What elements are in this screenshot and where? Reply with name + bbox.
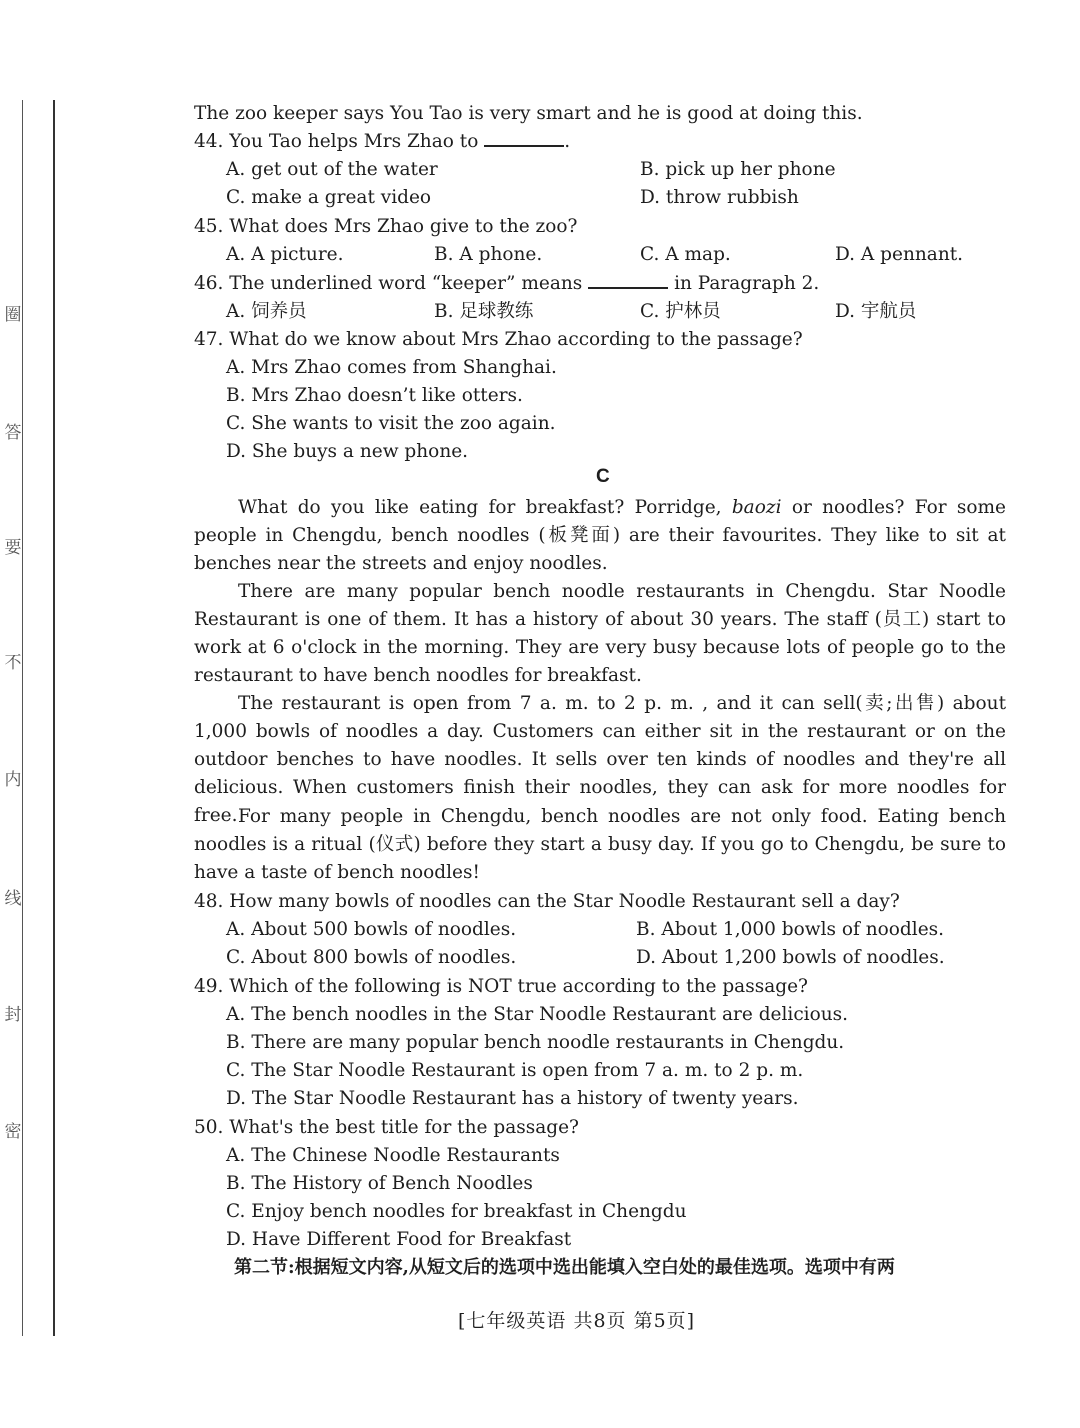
italic-word: baozi (731, 497, 782, 518)
option-b: B. About 1,000 bowls of noodles. (636, 919, 945, 940)
question-44 (194, 128, 570, 156)
paragraph-text: For many people in Chengdu, bench noodles are not only food. Eating bench noodles is a ritual (仪式) before they start a busy day. If you go to Chengdu, be sure to have a taste of bench noodles! (194, 806, 1006, 883)
option-d: D. The Star Noodle Restaurant has a history of twenty years. (226, 1088, 799, 1109)
binding-margin-char: 密 (4, 1122, 22, 1142)
option-b: B. Mrs Zhao doesn’t like otters. (226, 385, 523, 406)
section-instruction: 第二节:根据短文内容,从短文后的选项中选出能填入空白处的最佳选项。选项中有两 (234, 1257, 895, 1278)
passage-paragraph-4 (194, 803, 1006, 887)
question-stem-end: . (564, 131, 571, 152)
option-a: A. The bench noodles in the Star Noodle Restaurant are delicious. (226, 1004, 849, 1025)
option-b: B. A phone. (434, 244, 543, 265)
option-a: A. The Chinese Noodle Restaurants (226, 1145, 560, 1166)
option-c: C. make a great video (226, 187, 432, 208)
question-45: 45. What does Mrs Zhao give to the zoo? (194, 216, 578, 237)
question-46 (194, 270, 819, 298)
binding-margin-char: 答 (4, 423, 22, 443)
option-d: D. A pennant. (835, 244, 964, 265)
option-c: C. A map. (640, 244, 731, 265)
question-47: 47. What do we know about Mrs Zhao according to the passage? (194, 329, 803, 350)
question-stem-end: in Paragraph 2. (674, 273, 820, 294)
paragraph-text: What do you like eating for breakfast? Porridge, (238, 497, 732, 518)
binding-margin-char: 不 (4, 653, 22, 673)
paragraph-text: The restaurant is open from 7 a. m. to 2 p. m. , and it can sell(卖;出售) about 1,000 bowls of noodles a day. Customers can either sit in the restaurant or on the outdoor benches to have noodles. It sells over ten kinds of noodles and they're all delicious. When customers finish their noodles, they can ask for more noodles for free. (194, 693, 1006, 826)
question-50: 50. What's the best title for the passage? (194, 1117, 579, 1138)
binding-margin-char: 要 (4, 538, 22, 558)
option-d: D. throw rubbish (640, 187, 799, 208)
option-b: B. The History of Bench Noodles (226, 1173, 533, 1194)
option-a: A. get out of the water (226, 159, 438, 180)
binding-margin-char: 线 (4, 889, 22, 909)
paragraph-text: or noodles? For some people in Chengdu, bench noodles (板凳面) are their favourites. They like to sit at benches near the streets and enjoy noodles. (194, 497, 1006, 574)
option-d: D. Have Different Food for Breakfast (226, 1229, 572, 1250)
option-d: D. 宇航员 (835, 301, 917, 322)
binding-line (53, 100, 55, 1336)
option-d: D. About 1,200 bowls of noodles. (636, 947, 945, 968)
page-footer: [七年级英语 共8页 第5页] (458, 1310, 696, 1332)
question-stem: 44. You Tao helps Mrs Zhao to (194, 131, 479, 152)
option-a: A. 饲养员 (226, 301, 307, 322)
paragraph-text: There are many popular bench noodle restaurants in Chengdu. Star Noodle Restaurant is one of them. It has a history of about 30 years. The staff (员工) start to work at 6 o'clock in the morning. They are very busy because lots of people go to the restaurant to have bench noodles for breakfast. (194, 581, 1006, 686)
answer-blank (588, 270, 668, 289)
option-c: C. Enjoy bench noodles for breakfast in Chengdu (226, 1201, 687, 1222)
passage-paragraph-1 (194, 494, 1006, 578)
option-b: B. There are many popular bench noodle restaurants in Chengdu. (226, 1032, 845, 1053)
binding-margin-char: 圈 (4, 305, 22, 325)
option-c: C. 护林员 (640, 301, 721, 322)
binding-margin-char: 内 (4, 770, 22, 790)
answer-blank (484, 128, 564, 147)
option-a: A. About 500 bowls of noodles. (226, 919, 517, 940)
option-b: B. 足球教练 (434, 301, 534, 322)
option-c: C. She wants to visit the zoo again. (226, 413, 556, 434)
binding-margin-line (22, 100, 23, 1336)
option-b: B. pick up her phone (640, 159, 836, 180)
option-a: A. Mrs Zhao comes from Shanghai. (226, 357, 557, 378)
section-heading: C (596, 466, 610, 487)
option-a: A. A picture. (226, 244, 344, 265)
passage-paragraph-2 (194, 578, 1006, 690)
option-c: C. About 800 bowls of noodles. (226, 947, 517, 968)
question-48: 48. How many bowls of noodles can the Star Noodle Restaurant sell a day? (194, 891, 900, 912)
question-stem: 46. The underlined word “keeper” means (194, 273, 583, 294)
binding-margin-char: 封 (4, 1005, 22, 1025)
question-49: 49. Which of the following is NOT true according to the passage? (194, 976, 808, 997)
option-d: D. She buys a new phone. (226, 441, 469, 462)
option-c: C. The Star Noodle Restaurant is open from 7 a. m. to 2 p. m. (226, 1060, 804, 1081)
passage-line: The zoo keeper says You Tao is very smart and he is good at doing this. (194, 103, 863, 124)
